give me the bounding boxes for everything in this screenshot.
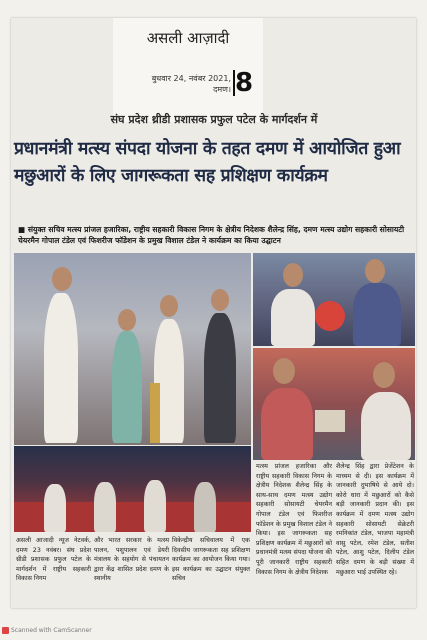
scanner-watermark: Scanned with CamScanner [2,627,92,634]
camscanner-icon [2,627,9,634]
issue-date: बुधवार 24, नवंबर 2021, दमण। [151,74,231,94]
article-subhead: ■ संयुक्त सचिव मत्स्य प्रांजल हजारिका, राष्ट्रीय सहकारी विकास निगम के क्षेत्रीय निदेशक शैलेन्द्र सिंह, दमण मत्स्य उद्योग सहकारी सोसायटी चेयरमैन गोपाल टंडेल एवं फिशरीज फॉडेशन के प्रमुख विशाल टंडेल ने कार्यक्रम का किया उद्घाटन [18,225,405,245]
masthead [113,18,263,122]
article-column-1: असली आजादी न्यूज नेटवर्क, दमण 23 नवंबर। संघ प्रदेश थ्रीडी प्रशासक प्रफुल पटेल के मार्गदर्शन में राष्ट्रीय सहकारी विकास निगम [16,537,91,583]
article-column-3: विकेन्द्रीय सचिवालय में एक दिवसीय जागरूकता सह प्रशिक्षण कार्यक्रम का आयोजन किया गया। इस कार्यक्रम का उद्घाटन संयुक्त सचिव [172,537,250,583]
photo-lamp-lighting [14,253,251,445]
article-column-5: शैलेन्द्र सिंह द्वारा प्रेजेंटेशन के माध्यम से दी। इस कार्यक्रम में जानकारी दुभाषिये से आये दो। कोरो धारा में मछुआरों को कैसे बड़ी जानकारी प्रदान की। इस कार्यक्रम में दमण मत्स्य उद्योग सहकारी सोसायटी सेक्रेटरी रमनिकांत टंडेल, भाजपा महामंत्री वासु पटेल, रमेश टंडेल, सतीश पटेल, आशु पटेल, दिलीप टंडेल सहित दमण के बड़ी संख्या में मछुआरा भाई उपस्थित रहे। [336,463,414,576]
article-column-2: और भारत सरकार के मत्स्य पालन, पशुपालन एवं डेयरी मंत्रालय के सहयोग से पंचायतन द्वारा केंद्र शासित प्रदेश दमण के स्थानीय [94,537,169,583]
article-column-4: मत्स्य प्रांजल हजारिका और राष्ट्रीय सहकारी विकास निगम के क्षेत्रीय निदेशक शैलेन्द्र सिंह के साथ-साथ दमण मत्स्य उद्योग सहकारी सोसायटी चेयरमैन गोपाल टंडेल एवं फिशरीज फॉडेशन के प्रमुख विशाल टंडेल ने किया। इस जागरूकता सह प्रशिक्षण कार्यक्रम में मछुआरों को प्रधानमंत्री मत्स्य संपदा योजना की पूरी जानकारी राष्ट्रीय सहकारी विकास निगम के क्षेत्रीय निदेशक [256,463,332,576]
newspaper-title: असली आज़ादी [146,29,230,47]
photo-memento [253,348,415,460]
article-headline: प्रधानमंत्री मत्स्य संपदा योजना के तहत दमण में आयोजित हुआ मछुआरों के लिए जागरूकता सह प्रशिक्षण कार्यक्रम [14,139,401,186]
photo-felicitation [253,253,415,346]
article-kicker: संघ प्रदेश थ्रीडी प्रशासक प्रफुल पटेल के मार्गदर्शन में [110,113,318,126]
photo-audience [14,446,251,532]
page-number: 8 [235,68,254,98]
